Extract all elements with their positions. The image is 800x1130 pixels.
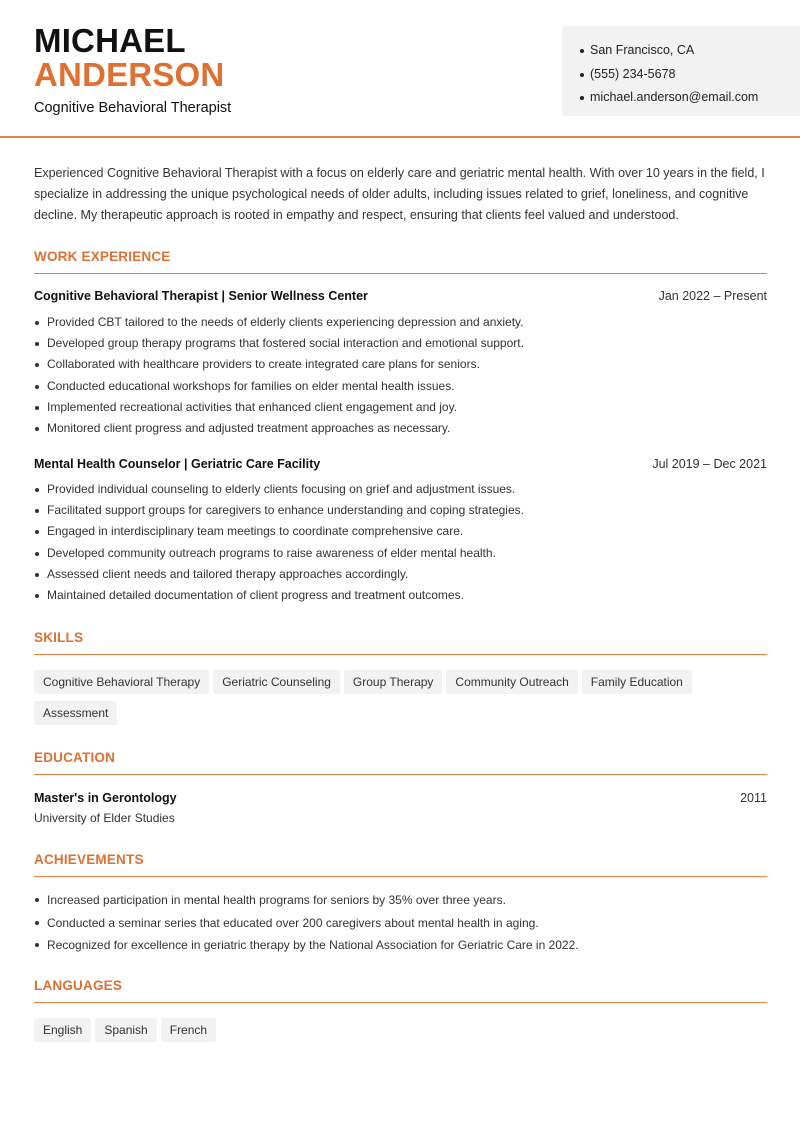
job-title: Cognitive Behavioral Therapist <box>34 100 232 116</box>
job-bullets <box>34 479 767 606</box>
list-item: Provided individual counseling to elderly clients focusing on grief and adjustment issues. <box>34 479 767 500</box>
contact-location: San Francisco, CA <box>580 39 800 63</box>
skill-tag: Group Therapy <box>344 670 443 694</box>
job-role: Mental Health Counselor | Geriatric Care Facility <box>34 457 321 471</box>
list-item: Assessed client needs and tailored therapy approaches accordingly. <box>34 564 767 585</box>
list-item: Conducted a seminar series that educated over 200 caregivers about mental health in aging. <box>34 912 767 935</box>
education-school: University of Elder Studies <box>34 811 175 825</box>
job-bullets <box>34 312 767 439</box>
list-item: Facilitated support groups for caregivers to enhance understanding and coping strategies. <box>34 500 767 521</box>
language-tag: Spanish <box>95 1018 156 1042</box>
contact-email: michael.anderson@email.com <box>580 86 800 110</box>
list-item: Engaged in interdisciplinary team meetings to coordinate comprehensive care. <box>34 521 767 542</box>
skill-tag: Geriatric Counseling <box>213 670 340 694</box>
contact-box <box>562 26 800 116</box>
contact-phone: (555) 234-5678 <box>580 63 800 87</box>
first-name: MICHAEL <box>34 22 186 59</box>
skills-list <box>34 670 767 732</box>
languages-list <box>34 1018 767 1049</box>
job-header <box>34 289 767 307</box>
list-item: Provided CBT tailored to the needs of elderly clients experiencing depression and anxiety. <box>34 312 767 333</box>
job-date: Jul 2019 – Dec 2021 <box>652 457 767 471</box>
list-item: Implemented recreational activities that enhanced client engagement and joy. <box>34 397 767 418</box>
section-title-work: WORK EXPERIENCE <box>34 249 767 274</box>
achievements-list <box>34 889 767 957</box>
language-tag: English <box>34 1018 91 1042</box>
list-item: Developed group therapy programs that fostered social interaction and emotional support. <box>34 333 767 354</box>
profile-summary: Experienced Cognitive Behavioral Therapist with a focus on elderly care and geriatric mental health. With over 10 years in the field, I specialize in addressing the unique psychological needs of older adults, including issues related to grief, loneliness, and cognitive decline. My therapeutic approach is rooted in empathy and respect, ensuring that clients feel valued and understood. <box>34 166 765 222</box>
resume-header <box>0 0 800 138</box>
skill-tag: Family Education <box>582 670 692 694</box>
section-title-languages: LANGUAGES <box>34 978 767 1003</box>
job-header <box>34 457 767 475</box>
skill-tag: Cognitive Behavioral Therapy <box>34 670 209 694</box>
list-item: Maintained detailed documentation of client progress and treatment outcomes. <box>34 585 767 606</box>
job-date: Jan 2022 – Present <box>658 289 767 303</box>
list-item: Increased participation in mental health programs for seniors by 35% over three years. <box>34 889 767 912</box>
list-item: Recognized for excellence in geriatric therapy by the National Association for Geriatric Care in 2022. <box>34 934 767 957</box>
list-item: Collaborated with healthcare providers to create integrated care plans for seniors. <box>34 354 767 375</box>
list-item: Developed community outreach programs to raise awareness of elder mental health. <box>34 543 767 564</box>
education-degree: Master's in Gerontology <box>34 791 177 805</box>
section-title-education: EDUCATION <box>34 750 767 775</box>
section-title-achievements: ACHIEVEMENTS <box>34 852 767 877</box>
list-item: Conducted educational workshops for families on elder mental health issues. <box>34 376 767 397</box>
skill-tag: Community Outreach <box>446 670 577 694</box>
skill-tag: Assessment <box>34 701 117 725</box>
last-name: ANDERSON <box>34 56 225 93</box>
language-tag: French <box>161 1018 216 1042</box>
education-year: 2011 <box>740 791 767 805</box>
section-title-skills: SKILLS <box>34 630 767 655</box>
job-role: Cognitive Behavioral Therapist | Senior Wellness Center <box>34 289 368 303</box>
list-item: Monitored client progress and adjusted treatment approaches as necessary. <box>34 418 767 439</box>
candidate-name <box>34 24 224 92</box>
